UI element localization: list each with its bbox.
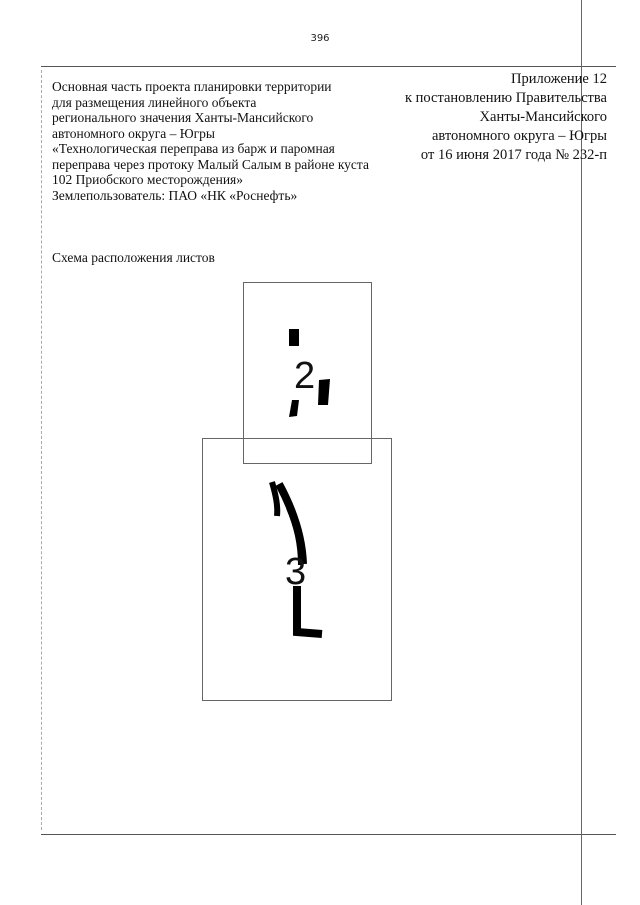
project-line: Основная часть проекта планировки территории bbox=[52, 79, 332, 94]
project-line: для размещения линейного объекта bbox=[52, 94, 257, 110]
sheet-label-3: 3 bbox=[285, 551, 307, 593]
appendix-line: Ханты-Мансийского bbox=[479, 109, 607, 125]
appendix-line: автономного округа – Югры bbox=[431, 128, 607, 144]
project-line: автономного округа – Югры bbox=[52, 125, 215, 141]
object-segment bbox=[318, 379, 330, 405]
object-segment bbox=[289, 329, 299, 346]
appendix-line: от 16 июня 2017 года № 232-п bbox=[420, 147, 607, 163]
project-line: «Технологическая переправа из барж и паромная bbox=[52, 141, 335, 156]
appendix-line: Приложение 12 bbox=[511, 71, 607, 87]
route-segment bbox=[297, 586, 322, 634]
project-line: переправа через протоку Малый Салым в районе куста bbox=[52, 156, 369, 172]
page-number: 396 bbox=[310, 33, 330, 44]
project-line: 102 Приобского месторождения» bbox=[52, 172, 244, 187]
land-user-line: Землепользователь: ПАО «НК «Роснефть» bbox=[52, 187, 298, 203]
appendix-line: к постановлению Правительства bbox=[405, 90, 607, 106]
project-line: регионального значения Ханты-Мансийского bbox=[52, 110, 314, 125]
object-segment bbox=[289, 400, 299, 417]
sheet-label-2: 2 bbox=[294, 355, 316, 397]
scheme-title: Схема расположения листов bbox=[52, 250, 215, 265]
